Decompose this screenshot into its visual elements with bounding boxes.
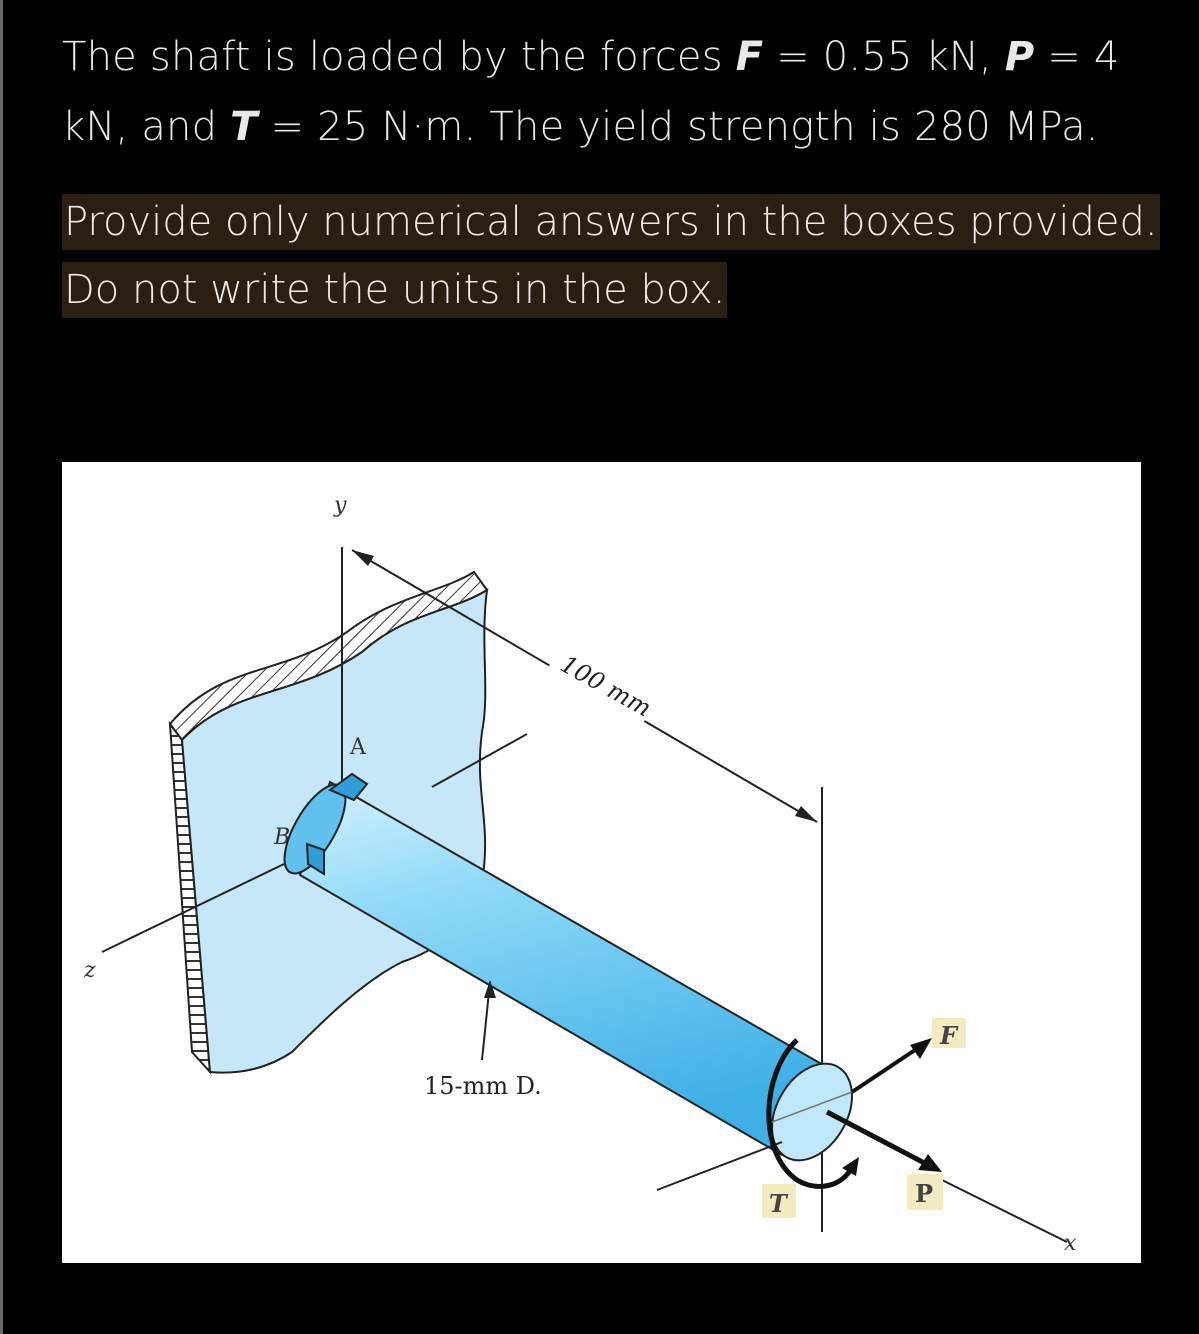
force-F-arrowhead [910,1038,932,1059]
problem-statement [62,22,1152,162]
axis-x-label: x [1064,1231,1077,1256]
axis-y-label: y [334,493,347,518]
symbol-T: T [230,104,258,150]
value-T-and-yield: = 25 N·m. The yield strength is 280 MPa. [257,104,1099,150]
symbol-F: F [735,34,764,80]
x-axis-line [942,1180,1067,1242]
value-F: = 0.55 kN, [763,34,1005,80]
axis-z-label: z [84,958,96,983]
point-B-label: B [274,825,291,850]
window-left-edge [0,0,3,1334]
force-P-arrow [827,1112,932,1167]
diameter-label: 15-mm D. [424,1072,542,1100]
dimension-arrow-left [352,550,374,566]
force-P-label: P [915,1179,934,1208]
value-P: = 4 [1034,34,1120,80]
problem-intro: The shaft is loaded by the forces [62,34,736,80]
force-F-label: F [940,1021,958,1050]
problem-line2-start: kN, and [62,104,231,150]
shaft-diagram [62,462,1141,1263]
point-A-label: A [350,735,366,760]
force-F-arrow [852,1044,924,1092]
shaft-figure [62,462,1141,1263]
symbol-P: P [1004,34,1035,80]
instruction-line-2: Do not write the units in the box. [62,262,727,318]
dimension-label: 100 mm [555,649,656,723]
dimension-arrow-right [795,806,817,822]
lower-reference-line [657,1142,782,1190]
torque-T-label: T [769,1189,787,1218]
instruction-line-1: Provide only numerical answers in the boxes provided. [62,194,1160,250]
